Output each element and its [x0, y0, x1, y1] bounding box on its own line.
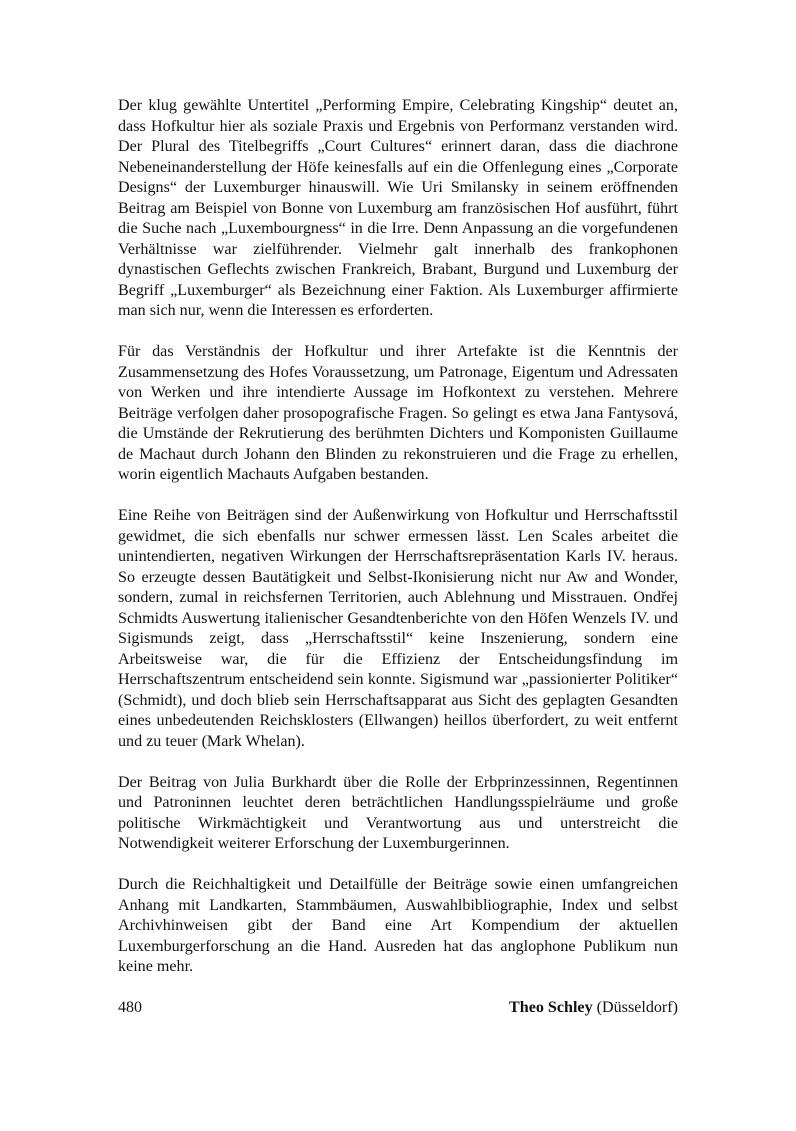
paragraph-2: Für das Verständnis der Hofkultur und ihrer Artefakte ist die Kenntnis der Zusammensetzung des Hofes Voraussetzung, um Patronage, Eigentum und Adressaten von Werken und ihre intendierte Aussage im Hofkontext zu verstehen. Mehrere Beiträge verfolgen daher prosopografische Fragen. So gelingt es etwa Jana Fantysová, die Umstände der Rekrutierung des berühmten Dichters und Komponisten Guillaume de Machaut durch Johann den Blinden zu rekonstruieren und die Frage zu erhellen, worin eigentlich Machauts Aufgaben bestanden. [118, 343, 678, 483]
page-body [118, 96, 678, 1019]
author-name: Theo Schley [509, 999, 593, 1016]
paragraph-5: Durch die Reichhaltigkeit und Detailfülle der Beiträge sowie einen umfangreichen Anhang mit Landkarten, Stammbäumen, Auswahlbibliographie, Index und selbst Archivhinweisen gibt der Band eine Art Kompendium der aktuellen Luxemburgerforschung an die Hand. Ausreden hat das anglophone Publikum nun keine mehr. [118, 876, 678, 975]
page-number: 480 [118, 999, 142, 1016]
paragraph-3: Eine Reihe von Beiträgen sind der Außenwirkung von Hofkultur und Herrschaftsstil gewidmet, die sich ebenfalls nur schwer ermessen lässt. Len Scales arbeitet die unintendierten, negativen Wirkungen der Herrschaftsrepräsentation Karls IV. heraus. So erzeugte dessen Bautätigkeit und Selbst-Ikonisierung nicht nur Aw and Wonder, sondern, zumal in reichsfernen Territorien, auch Ablehnung und Misstrauen. Ondřej Schmidts Auswertung italienischer Gesandtenberichte von den Höfen Wenzels IV. und Sigismunds zeigt, dass „Herrschaftsstil“ keine Inszenierung, sondern eine Arbeitsweise war, die für die Effizienz der Entscheidungsfindung im Herrschaftszentrum entscheidend sein konnte. Sigismund war „passionierter Politiker“ (Schmidt), und doch blieb sein Herrschaftsapparat aus Sicht des geplagten Gesandten eines unbedeutenden Reichsklosters (Ellwangen) heillos überfordert, zu weit entfernt und zu teuer (Mark Whelan). [118, 507, 678, 750]
paragraph-1: Der klug gewählte Untertitel „Performing Empire, Celebrating Kingship“ deutet an, dass Hofkultur hier als soziale Praxis und Ergebnis von Performanz verstanden wird. Der Plural des Titelbegriffs „Court Cultures“ erinnert daran, dass die diachrone Nebeneinanderstellung der Höfe keinesfalls auf ein die Offenlegung eines „Corporate Designs“ der Luxemburger hinauswill. Wie Uri Smilansky in seinem eröffnenden Beitrag am Beispiel von Bonne von Luxemburg am französischen Hof ausführt, führt die Suche nach „Luxembourgness“ in die Irre. Denn Anpassung an die vorgefundenen Verhältnisse war zielführender. Vielmehr galt innerhalb des frankophonen dynastischen Geflechts zwischen Frankreich, Brabant, Burgund und Luxemburg der Begriff „Luxemburger“ als Bezeichnung einer Faktion. Als Luxemburger affirmierte man sich nur, wenn die Interessen es erforderten. [118, 97, 678, 319]
review-signature [118, 998, 678, 1019]
author-location: (Düsseldorf) [592, 999, 678, 1016]
paragraph-4: Der Beitrag von Julia Burkhardt über die Rolle der Erbprinzessinnen, Regentinnen und Patroninnen leuchtet deren beträchtlichen Handlungsspielräume und große politische Wirkmächtigkeit und Verantwortung aus und unterstreicht die Notwendigkeit weiterer Erforschung der Luxemburgerinnen. [118, 773, 678, 852]
